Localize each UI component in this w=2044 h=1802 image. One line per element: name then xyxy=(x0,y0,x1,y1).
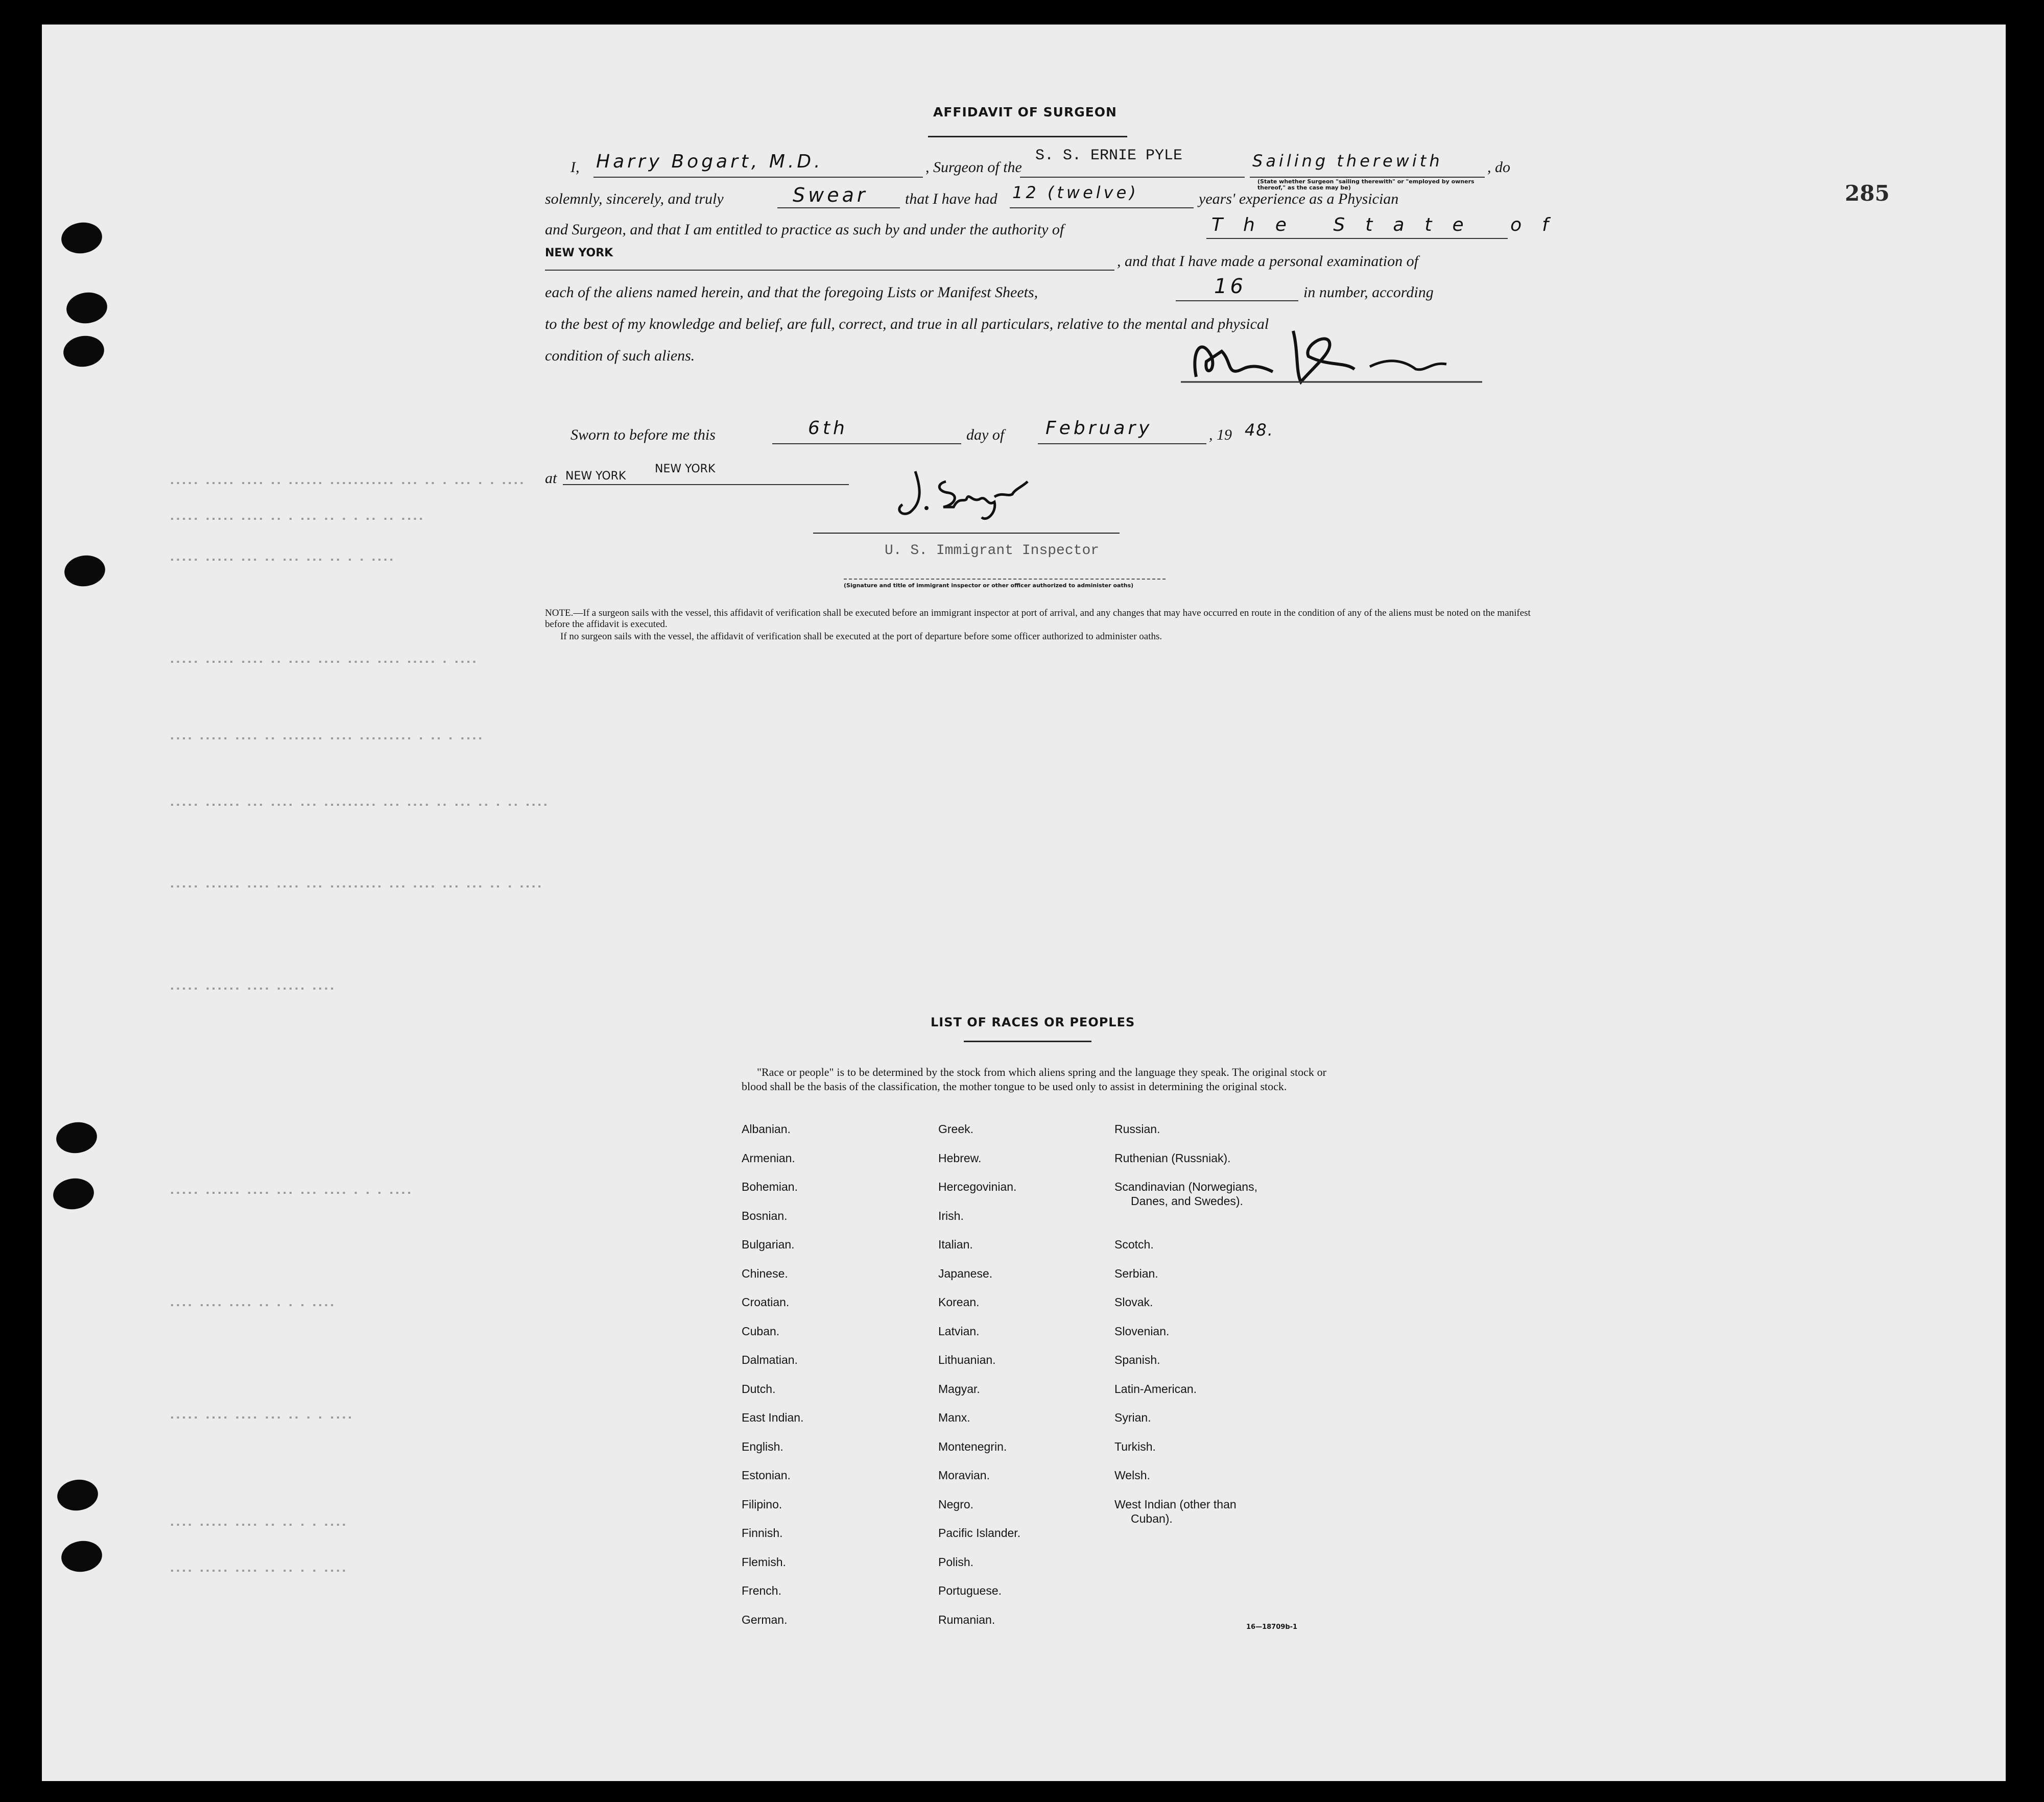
bleed-through-text: ▪▪▪▪▪ ▪▪▪▪▪ ▪▪▪▪ ▪▪ ▪ ▪▪▪ ▪▪ ▪ ▪ ▪▪ ▪▪ ▪▪▪▪ xyxy=(170,515,424,524)
affidavit-line1-prefix: I, xyxy=(571,159,580,176)
affidavit-line3-prefix: and Surgeon, and that I am entitled to practice as such by and under the authority of xyxy=(545,221,1064,238)
race-item: Serbian. xyxy=(1114,1267,1158,1280)
years-experience: 12 (twelve) xyxy=(1012,183,1139,202)
race-item: Welsh. xyxy=(1114,1469,1150,1482)
inspector-title: U. S. Immigrant Inspector xyxy=(885,543,1100,559)
race-item: West Indian (other than xyxy=(1114,1498,1237,1511)
race-item: French. xyxy=(742,1584,781,1597)
affidavit-line6: to the best of my knowledge and belief, are full, correct, and true in all particulars, relative to the mental and physical xyxy=(545,316,1269,332)
bleed-through-text: ▪▪▪▪ ▪▪▪▪▪ ▪▪▪▪ ▪▪ ▪▪▪▪▪▪▪ ▪▪▪▪ ▪▪▪▪▪▪▪▪▪ ▪ ▪▪ ▪ ▪▪▪▪ xyxy=(170,734,484,743)
races-intro: "Race or people" is to be determined by the stock from which aliens spring and the language they speak. The original stock or blood shall be the basis of the classification, the mother tongue to be used only to assist in determining the original stock. xyxy=(742,1066,1326,1093)
sworn-day: 6th xyxy=(808,418,848,439)
race-item: Montenegrin. xyxy=(938,1440,1007,1453)
race-item: Flemish. xyxy=(742,1555,786,1569)
sheet-count-line xyxy=(1176,300,1298,301)
race-item: Pacific Islander. xyxy=(938,1526,1021,1540)
race-item: Rumanian. xyxy=(938,1613,995,1626)
race-item: Spanish. xyxy=(1114,1353,1160,1366)
page-number: 285 xyxy=(1845,181,1890,206)
race-item: Scotch. xyxy=(1114,1238,1154,1251)
bleed-through-text: ▪▪▪▪ ▪▪▪▪ ▪▪▪▪ ▪▪ ▪ ▪ ▪ ▪▪▪▪ xyxy=(170,1301,336,1310)
place-line xyxy=(563,484,849,485)
oath-line xyxy=(777,207,900,208)
sworn-year: 48. xyxy=(1245,420,1274,440)
affidavit-line5-suffix: in number, according xyxy=(1303,284,1434,301)
bleed-through-text: ▪▪▪▪▪ ▪▪▪▪ ▪▪▪▪ ▪▪▪ ▪▪ ▪ ▪ ▪▪▪▪ xyxy=(170,1413,353,1423)
race-item: Manx. xyxy=(938,1411,970,1424)
vessel-line xyxy=(1020,177,1245,178)
race-item: Greek. xyxy=(938,1122,974,1136)
race-item: Hercegovinian. xyxy=(938,1180,1017,1193)
authority: The State of xyxy=(1211,214,1569,235)
affidavit-line5-prefix: each of the aliens named herein, and that the foregoing Lists or Manifest Sheets, xyxy=(545,284,1038,301)
race-item: Hebrew. xyxy=(938,1151,982,1165)
authority-line xyxy=(1206,238,1508,239)
bleed-through-text: ▪▪▪▪▪ ▪▪▪▪▪▪ ▪▪▪▪ ▪▪▪ ▪▪▪ ▪▪▪▪ ▪ ▪ ▪ ▪▪▪▪ xyxy=(170,1189,413,1198)
bleed-through-text: ▪▪▪▪▪ ▪▪▪▪▪ ▪▪▪ ▪▪ ▪▪▪ ▪▪▪ ▪▪ ▪ ▪ ▪▪▪▪ xyxy=(170,556,395,565)
race-item: Slovak. xyxy=(1114,1295,1153,1309)
race-item: Turkish. xyxy=(1114,1440,1156,1453)
race-item: Latin-American. xyxy=(1114,1382,1197,1396)
oath-word: Swear xyxy=(793,184,868,206)
bleed-through-text: ▪▪▪▪▪ ▪▪▪▪▪▪ ▪▪▪▪ ▪▪▪▪ ▪▪▪ ▪▪▪▪▪▪▪▪▪ ▪▪▪ ▪▪▪▪ ▪▪▪ ▪▪▪ ▪▪ ▪ ▪▪▪▪ xyxy=(170,882,543,892)
race-item: Korean. xyxy=(938,1295,980,1309)
inspector-caption-line xyxy=(844,579,1166,580)
affidavit-line2-mid: that I have had xyxy=(905,190,997,207)
capacity-note: (State whether Surgeon "sailing therewith" or "employed by owners thereof," as the case may be) xyxy=(1257,178,1475,191)
sworn-prefix: Sworn to before me this xyxy=(571,426,716,443)
affidavit-note: NOTE.—If a surgeon sails with the vessel, this affidavit of verification shall be executed before an immigrant inspector at port of arrival, and any changes that may have occurred en route in the condition of any of the aliens must be noted on the manifest before the affidavit is executed. xyxy=(545,608,1531,630)
race-item: Latvian. xyxy=(938,1325,980,1338)
title-underline xyxy=(928,136,1127,137)
race-item: Estonian. xyxy=(742,1469,791,1482)
sworn-month: February xyxy=(1045,418,1153,439)
race-item: Portuguese. xyxy=(938,1584,1002,1597)
race-item: Lithuanian. xyxy=(938,1353,996,1366)
form-number: 16—18709b-1 xyxy=(1246,1623,1298,1631)
affidavit-line1-suffix: , do xyxy=(1487,159,1510,176)
races-title-underline xyxy=(964,1041,1091,1042)
race-item: Moravian. xyxy=(938,1469,990,1482)
bleed-through-text: ▪▪▪▪▪ ▪▪▪▪▪ ▪▪▪▪ ▪▪ ▪▪▪▪ ▪▪▪▪ ▪▪▪▪ ▪▪▪▪ ▪▪▪▪▪ ▪ ▪▪▪▪ xyxy=(170,658,478,667)
race-item: Irish. xyxy=(938,1209,964,1222)
punch-hole xyxy=(51,1176,96,1212)
race-item: Bohemian. xyxy=(742,1180,798,1193)
race-item: Japanese. xyxy=(938,1267,993,1280)
race-item: Scandinavian (Norwegians, xyxy=(1114,1180,1257,1193)
surgeon-signature xyxy=(1176,321,1492,397)
affidavit-line2-suffix: years' experience as a Physician xyxy=(1199,190,1399,207)
race-item: Dalmatian. xyxy=(742,1353,798,1366)
authority-cont-line xyxy=(545,270,1114,271)
race-item: Russian. xyxy=(1114,1122,1160,1136)
affidavit-line4-suffix: , and that I have made a personal examination of xyxy=(1117,253,1418,270)
affidavit-line7: condition of such aliens. xyxy=(545,347,695,364)
punch-hole xyxy=(59,220,104,256)
surgeon-name: Harry Bogart, M.D. xyxy=(596,151,823,172)
race-item: Magyar. xyxy=(938,1382,980,1396)
race-item: Slovenian. xyxy=(1114,1325,1170,1338)
race-item: East Indian. xyxy=(742,1411,804,1424)
affidavit-line1-mid: , Surgeon of the xyxy=(925,159,1022,176)
manifest-sheet-count: 16 xyxy=(1214,275,1246,298)
punch-hole xyxy=(64,290,109,326)
punch-hole xyxy=(55,1477,100,1513)
race-item: Cuban. xyxy=(742,1325,780,1338)
race-item: English. xyxy=(742,1440,783,1453)
race-item: Finnish. xyxy=(742,1526,783,1540)
years-line xyxy=(1010,207,1194,208)
race-item: German. xyxy=(742,1613,788,1626)
place-city1: NEW YORK xyxy=(565,470,626,483)
race-item: Albanian. xyxy=(742,1122,791,1136)
races-title: LIST OF RACES OR PEOPLES xyxy=(931,1015,1135,1029)
place-city2: NEW YORK xyxy=(655,463,716,475)
race-item: Polish. xyxy=(938,1555,974,1569)
inspector-signature-line xyxy=(813,533,1120,534)
bleed-through-text: ▪▪▪▪ ▪▪▪▪▪ ▪▪▪▪ ▪▪ ▪▪ ▪ ▪ ▪▪▪▪ xyxy=(170,1521,348,1530)
document-page xyxy=(42,25,2006,1781)
race-item: Negro. xyxy=(938,1498,974,1511)
race-item: Danes, and Swedes). xyxy=(1131,1194,1243,1208)
race-item: Cuban). xyxy=(1131,1512,1173,1525)
inspector-caption: (Signature and title of immigrant inspector or other officer authorized to administer oaths) xyxy=(844,582,1134,589)
race-item: Ruthenian (Russniak). xyxy=(1114,1151,1231,1165)
race-item: Italian. xyxy=(938,1238,973,1251)
place-prefix: at xyxy=(545,470,557,487)
inspector-signature xyxy=(885,461,1053,527)
race-item: Filipino. xyxy=(742,1498,782,1511)
sworn-year-prefix: , 19 xyxy=(1209,426,1232,443)
race-item: Chinese. xyxy=(742,1267,788,1280)
bleed-through-text: ▪▪▪▪▪ ▪▪▪▪▪▪ ▪▪▪▪ ▪▪▪▪▪ ▪▪▪▪ xyxy=(170,984,336,994)
surgeon-capacity: Sailing therewith xyxy=(1252,151,1443,171)
race-item: Bosnian. xyxy=(742,1209,788,1222)
surgeon-name-line xyxy=(593,177,923,178)
punch-hole xyxy=(59,1539,104,1575)
authority-continued: NEW YORK xyxy=(545,247,613,259)
bleed-through-text: ▪▪▪▪▪ ▪▪▪▪▪ ▪▪▪▪ ▪▪ ▪▪▪▪▪▪ ▪▪▪▪▪▪▪▪▪▪▪ ▪▪▪ ▪▪ ▪ ▪▪▪ ▪ ▪ ▪▪▪▪ xyxy=(170,479,526,488)
affidavit-note-2: If no surgeon sails with the vessel, the affidavit of verification shall be executed at the port of departure before some officer authorized to administer oaths. xyxy=(560,631,1162,642)
affidavit-title: AFFIDAVIT OF SURGEON xyxy=(933,105,1117,119)
bleed-through-text: ▪▪▪▪ ▪▪▪▪▪ ▪▪▪▪ ▪▪ ▪▪ ▪ ▪ ▪▪▪▪ xyxy=(170,1567,348,1576)
race-item: Dutch. xyxy=(742,1382,776,1396)
race-item: Bulgarian. xyxy=(742,1238,795,1251)
sworn-day-line xyxy=(772,443,961,444)
punch-hole xyxy=(62,553,107,589)
race-item: Armenian. xyxy=(742,1151,795,1165)
race-item: Syrian. xyxy=(1114,1411,1151,1424)
capacity-line xyxy=(1250,177,1485,178)
vessel-name: S. S. ERNIE PYLE xyxy=(1035,147,1183,164)
sworn-mid: day of xyxy=(966,426,1005,443)
sworn-month-line xyxy=(1038,443,1206,444)
bleed-through-text: ▪▪▪▪▪ ▪▪▪▪▪▪ ▪▪▪ ▪▪▪▪ ▪▪▪ ▪▪▪▪▪▪▪▪▪ ▪▪▪ ▪▪▪▪ ▪▪ ▪▪▪ ▪▪ ▪ ▪▪ ▪▪▪▪ xyxy=(170,801,549,810)
race-item: Croatian. xyxy=(742,1295,790,1309)
punch-hole xyxy=(54,1120,99,1156)
punch-hole xyxy=(61,333,106,370)
affidavit-line2-prefix: solemnly, sincerely, and truly xyxy=(545,190,724,207)
